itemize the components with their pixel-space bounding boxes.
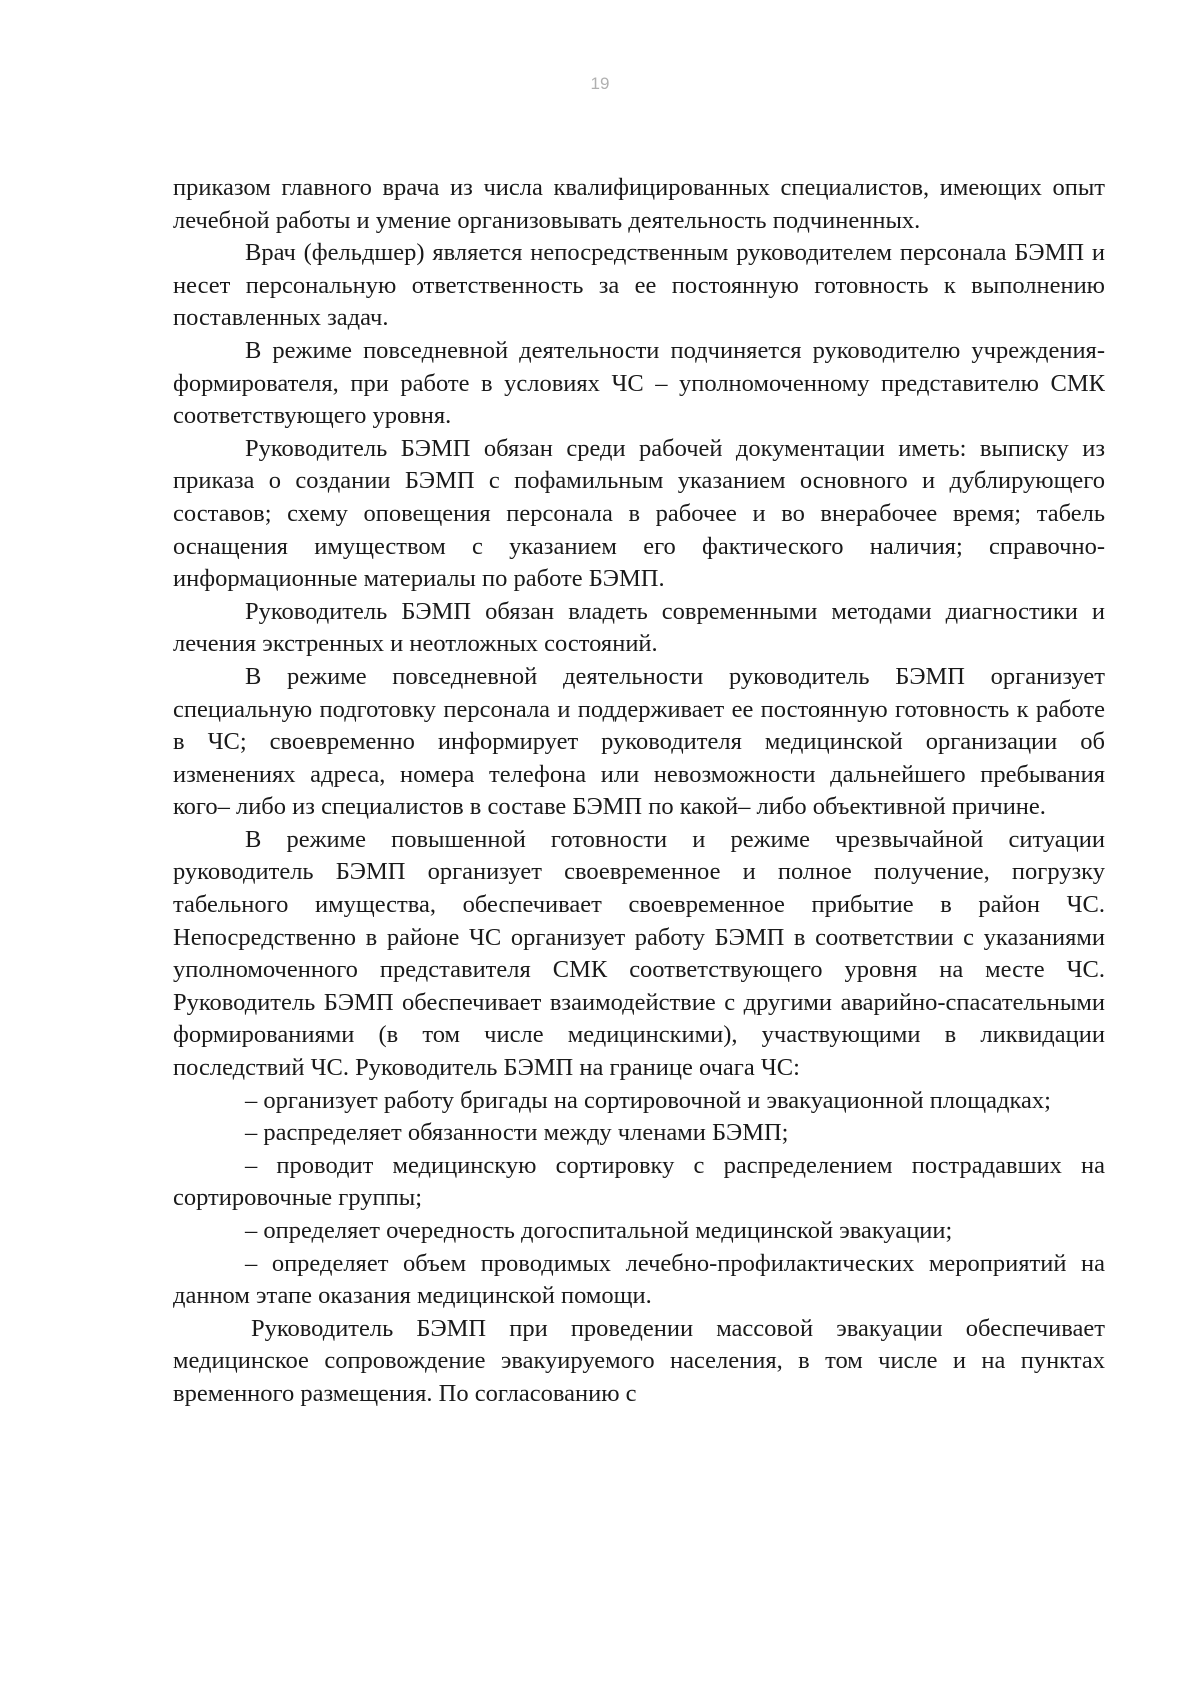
- paragraph: В режиме повседневной деятельности подчиняется руководителю учреждения-формирователя, при работе в условиях ЧС – уполномоченному представителю СМК соответствующего уровня.: [173, 336, 1105, 430]
- list-item: – организует работу бригады на сортировочной и эвакуационной площадках;: [245, 1086, 1051, 1114]
- document-body: [173, 172, 1105, 1411]
- page-number: 19: [590, 74, 610, 93]
- paragraph: Врач (фельдшер) является непосредственным руководителем персонала БЭМП и несет персональную ответственность за ее постоянную готовность к выполнению поставленных задач.: [173, 239, 1105, 332]
- paragraph: В режиме повышенной готовности и режиме чрезвычайной ситуации руководитель БЭМП организует своевременное и полное получение, погрузку табельного имущества, обеспечивает своевременное прибытие в район ЧС. Непосредственно в районе ЧС организует работу БЭМП в соответствии с указаниями уполномоченного представителя СМК соответствующего уровня на месте ЧС. Руководитель БЭМП обеспечивает взаимодействие с другими аварийно-спасательными формированиями (в том числе медицинскими), участвующими в ликвидации последствий ЧС. Руководитель БЭМП на границе очага ЧС:: [173, 825, 1105, 1082]
- list-item: – распределяет обязанности между членами БЭМП;: [245, 1119, 789, 1147]
- paragraph: Руководитель БЭМП обязан владеть современными методами диагностики и лечения экстренных и неотложных состояний.: [173, 597, 1105, 658]
- list-item: – определяет очередность догоспитальной медицинской эвакуации;: [245, 1217, 953, 1244]
- list-item: – определяет объем проводимых лечебно-профилактических мероприятий на данном этапе оказания медицинской помощи.: [173, 1249, 1105, 1310]
- paragraph: В режиме повседневной деятельности руководитель БЭМП организует специальную подготовку персонала и поддерживает ее постоянную готовность к работе в ЧС; своевременно информирует руководителя медицинской организации об изменениях адреса, номера телефона или невозможности дальнейшего пребывания кого– либо из специалистов в составе БЭМП по какой– либо объективной причине.: [173, 662, 1105, 821]
- paragraph: Руководитель БЭМП обязан среди рабочей документации иметь: выписку из приказа о создании БЭМП с пофамильным указанием основного и дублирующего составов; схему оповещения персонала в рабочее и во внерабочее время; табель оснащения имуществом с указанием его фактического наличия; справочно-информационные материалы по работе БЭМП.: [173, 434, 1105, 593]
- list-item: – проводит медицинскую сортировку с распределением пострадавших на сортировочные группы;: [173, 1151, 1105, 1212]
- paragraph: приказом главного врача из числа квалифицированных специалистов, имеющих опыт лечебной работы и умение организовывать деятельность подчиненных.: [173, 174, 1105, 234]
- paragraph: Руководитель БЭМП при проведении массовой эвакуации обеспечивает медицинское сопровождение эвакуируемого населения, в том числе и на пунктах временного размещения. По согласованию с: [173, 1314, 1105, 1407]
